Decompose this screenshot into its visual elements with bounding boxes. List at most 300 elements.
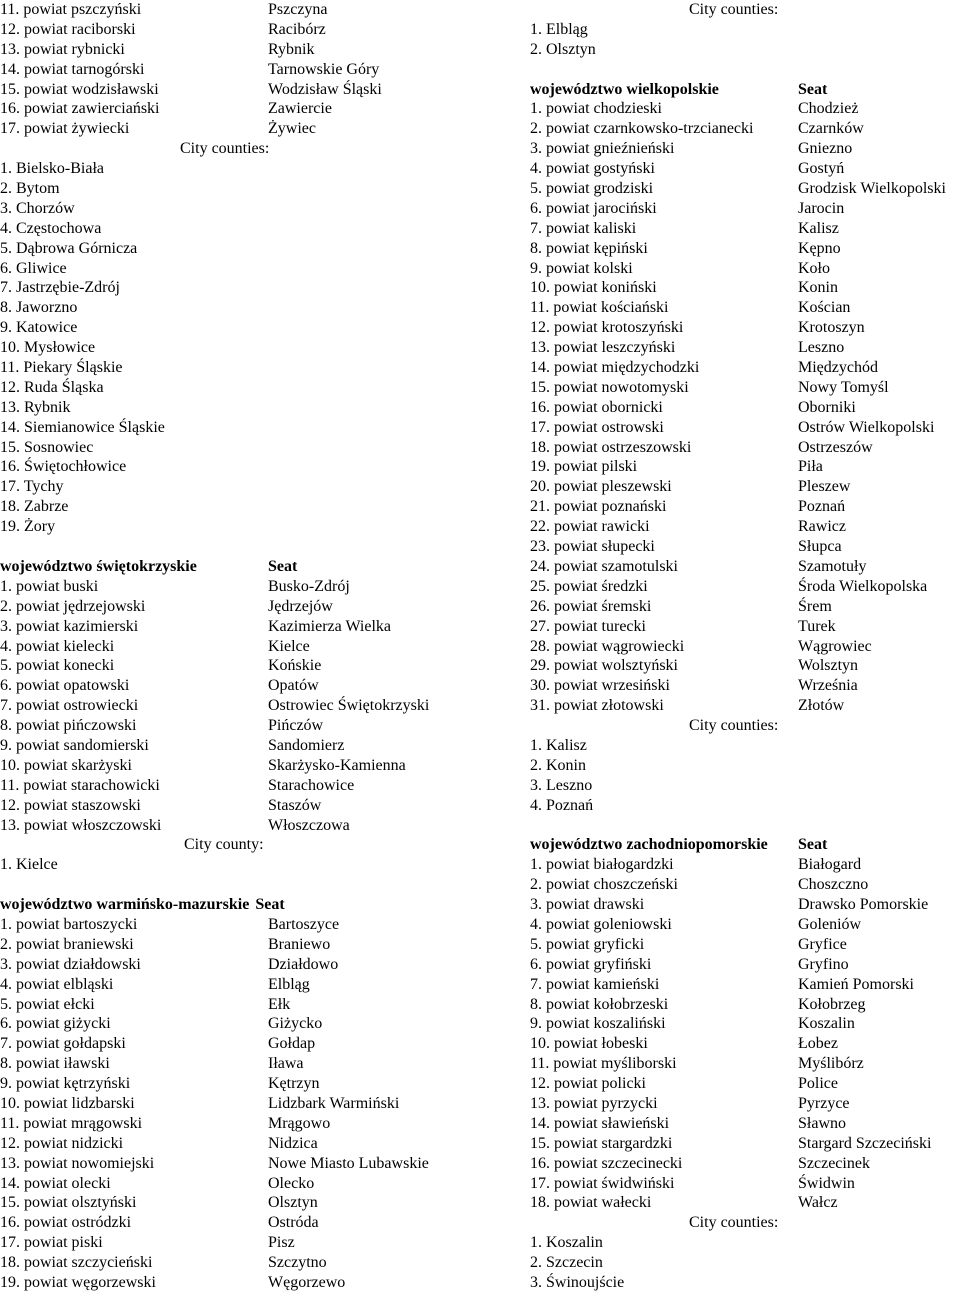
county-row bbox=[530, 577, 960, 597]
county-name: 5. powiat grodziski bbox=[530, 180, 654, 198]
county-name: 2. powiat jędrzejowski bbox=[0, 597, 146, 615]
county-name: 6. powiat giżycki bbox=[0, 1015, 111, 1033]
county-seat: Konin bbox=[798, 279, 838, 297]
county-seat: Poznań bbox=[798, 498, 846, 516]
county-seat: Pińczów bbox=[268, 717, 324, 735]
county-name: 18. powiat wałecki bbox=[530, 1194, 652, 1212]
county-name: 17. powiat ostrowski bbox=[530, 418, 664, 436]
county-row bbox=[530, 517, 960, 537]
city-county-item: 1. Kalisz bbox=[530, 736, 587, 754]
county-name: 7. powiat ostrowiecki bbox=[0, 697, 139, 715]
county-row bbox=[530, 676, 960, 696]
county-name: 24. powiat szamotulski bbox=[530, 557, 678, 575]
county-seat: Pisz bbox=[268, 1234, 295, 1252]
county-name: 17. powiat piski bbox=[0, 1234, 103, 1252]
zachodniopomorskie-city-list bbox=[530, 1233, 960, 1293]
county-row bbox=[530, 338, 960, 358]
county-seat: Środa Wielkopolska bbox=[798, 577, 928, 595]
county-row bbox=[530, 457, 960, 477]
county-row bbox=[530, 438, 960, 458]
county-seat: Łobez bbox=[798, 1035, 838, 1053]
county-name: 2. powiat choszczeński bbox=[530, 876, 678, 894]
city-county-item: 3. Świnoujście bbox=[530, 1274, 625, 1291]
swietokrzyskie-list bbox=[0, 577, 470, 836]
county-row bbox=[0, 975, 470, 995]
county-name: 1. powiat buski bbox=[0, 577, 99, 595]
county-seat: Goleniów bbox=[798, 915, 862, 933]
warminsko-city-list bbox=[530, 20, 960, 60]
county-row bbox=[0, 995, 470, 1015]
county-seat: Leszno bbox=[798, 339, 845, 357]
county-name: 13. powiat pyrzycki bbox=[530, 1094, 658, 1112]
county-name: 12. powiat nidzicki bbox=[0, 1134, 124, 1152]
county-name: 16. powiat zawierciański bbox=[0, 100, 160, 118]
county-row bbox=[530, 995, 960, 1015]
county-name: 13. powiat włoszczowski bbox=[0, 816, 162, 834]
county-row bbox=[0, 597, 470, 617]
county-seat: Nidzica bbox=[268, 1134, 318, 1152]
voivodeship-heading: województwo świętokrzyskie bbox=[0, 557, 197, 575]
seat-heading: Seat bbox=[798, 80, 828, 98]
county-row bbox=[530, 159, 960, 179]
county-row bbox=[530, 1074, 960, 1094]
right-column bbox=[530, 0, 960, 1293]
county-row bbox=[530, 656, 960, 676]
county-row bbox=[530, 597, 960, 617]
county-seat: Stargard Szczeciński bbox=[798, 1134, 932, 1152]
county-name: 5. powiat konecki bbox=[0, 657, 115, 675]
city-county-item: 6. Gliwice bbox=[0, 259, 67, 277]
county-seat: Międzychód bbox=[798, 359, 878, 377]
county-name: 2. powiat braniewski bbox=[0, 935, 134, 953]
city-county-item: 1. Bielsko-Biała bbox=[0, 160, 104, 178]
county-row bbox=[0, 736, 470, 756]
city-county-item: 18. Zabrze bbox=[0, 498, 69, 516]
city-county-item: 12. Ruda Śląska bbox=[0, 378, 104, 396]
county-seat: Rybnik bbox=[268, 40, 315, 58]
county-seat: Gryfice bbox=[798, 935, 847, 953]
city-county-item: 1. Elbląg bbox=[530, 20, 588, 38]
warminsko-list bbox=[0, 915, 470, 1293]
county-row bbox=[530, 239, 960, 259]
city-county-item: 15. Sosnowiec bbox=[0, 438, 94, 456]
county-name: 3. powiat kazimierski bbox=[0, 617, 139, 635]
county-row bbox=[530, 497, 960, 517]
county-row bbox=[530, 875, 960, 895]
city-county-item: 3. Chorzów bbox=[0, 199, 75, 217]
county-name: 7. powiat kamieński bbox=[530, 975, 660, 993]
county-name: 7. powiat gołdapski bbox=[0, 1035, 126, 1053]
county-seat: Świdwin bbox=[798, 1174, 855, 1192]
city-county-item: 16. Świętochłowice bbox=[0, 458, 127, 476]
county-seat: Starachowice bbox=[268, 776, 355, 794]
county-seat: Końskie bbox=[268, 657, 322, 675]
county-seat: Września bbox=[798, 677, 858, 695]
county-seat: Jędrzejów bbox=[268, 597, 333, 615]
county-seat: Ostróda bbox=[268, 1214, 319, 1232]
county-seat: Ostrzeszów bbox=[798, 438, 873, 456]
county-row bbox=[0, 716, 470, 736]
county-name: 8. powiat kępiński bbox=[530, 239, 648, 257]
county-seat: Rawicz bbox=[798, 518, 846, 536]
county-name: 15. powiat olsztyński bbox=[0, 1194, 137, 1212]
city-county-item: 3. Leszno bbox=[530, 776, 593, 794]
county-seat: Sandomierz bbox=[268, 736, 345, 754]
county-row bbox=[0, 1273, 470, 1293]
county-seat: Mrągowo bbox=[268, 1114, 331, 1132]
county-seat: Lidzbark Warmiński bbox=[268, 1094, 400, 1112]
county-row bbox=[530, 477, 960, 497]
county-seat: Kętrzyn bbox=[268, 1075, 320, 1093]
county-name: 13. powiat rybnicki bbox=[0, 40, 125, 58]
county-row bbox=[530, 318, 960, 338]
slaskie-city-list bbox=[0, 159, 470, 537]
city-county-item: 9. Katowice bbox=[0, 319, 78, 337]
county-row bbox=[530, 955, 960, 975]
county-name: 10. powiat łobeski bbox=[530, 1035, 648, 1053]
city-county-item: 2. Bytom bbox=[0, 180, 60, 198]
county-row bbox=[530, 139, 960, 159]
county-seat: Braniewo bbox=[268, 935, 331, 953]
city-county-item: 8. Jaworzno bbox=[0, 299, 78, 317]
county-seat: Złotów bbox=[798, 697, 845, 715]
county-seat: Węgorzewo bbox=[268, 1274, 346, 1291]
county-name: 2. powiat czarnkowsko-trzcianecki bbox=[530, 120, 754, 138]
county-seat: Gostyń bbox=[798, 160, 845, 178]
county-row bbox=[0, 676, 470, 696]
county-name: 10. powiat koniński bbox=[530, 279, 657, 297]
county-row bbox=[530, 199, 960, 219]
county-name: 5. powiat ełcki bbox=[0, 995, 95, 1013]
county-name: 26. powiat śremski bbox=[530, 597, 652, 615]
county-name: 5. powiat gryficki bbox=[530, 935, 645, 953]
county-name: 18. powiat ostrzeszowski bbox=[530, 438, 692, 456]
county-name: 18. powiat szczycieński bbox=[0, 1254, 153, 1272]
county-row bbox=[0, 656, 470, 676]
county-row bbox=[0, 617, 470, 637]
county-name: 19. powiat pilski bbox=[530, 458, 638, 476]
county-name: 16. powiat ostródzki bbox=[0, 1214, 132, 1232]
county-row bbox=[0, 1074, 470, 1094]
city-county-item: 10. Mysłowice bbox=[0, 339, 96, 357]
county-row bbox=[0, 1174, 470, 1194]
county-row bbox=[530, 259, 960, 279]
county-seat: Choszczno bbox=[798, 876, 869, 894]
county-name: 1. powiat bartoszycki bbox=[0, 915, 138, 933]
county-seat: Czarnków bbox=[798, 120, 864, 138]
county-row bbox=[0, 696, 470, 716]
county-seat: Wągrowiec bbox=[798, 637, 872, 655]
county-row bbox=[0, 637, 470, 657]
county-name: 6. powiat gryfiński bbox=[530, 955, 652, 973]
county-seat: Opatów bbox=[268, 677, 319, 695]
county-name: 16. powiat szczecinecki bbox=[530, 1154, 683, 1172]
slaskie-city-heading: City counties: bbox=[180, 140, 270, 158]
wielkopolskie-city-list bbox=[530, 736, 960, 816]
city-county-item: 11. Piekary Śląskie bbox=[0, 359, 123, 377]
county-name: 31. powiat złotowski bbox=[530, 697, 664, 715]
county-seat: Drawsko Pomorskie bbox=[798, 896, 929, 914]
county-name: 9. powiat kolski bbox=[530, 259, 633, 277]
county-row bbox=[0, 99, 470, 119]
county-row bbox=[530, 855, 960, 875]
county-seat: Słupca bbox=[798, 538, 842, 556]
county-row bbox=[0, 1233, 470, 1253]
zachodniopomorskie-city-heading: City counties: bbox=[689, 1214, 779, 1232]
county-row bbox=[0, 0, 470, 20]
county-seat: Jarocin bbox=[798, 199, 845, 217]
wielkopolskie-city-heading: City counties: bbox=[689, 717, 779, 735]
county-row bbox=[530, 637, 960, 657]
county-row bbox=[530, 1114, 960, 1134]
county-seat: Kołobrzeg bbox=[798, 995, 866, 1013]
county-name: 10. powiat skarżyski bbox=[0, 756, 132, 774]
county-seat: Ełk bbox=[268, 995, 291, 1013]
county-name: 17. powiat żywiecki bbox=[0, 120, 130, 138]
county-row bbox=[0, 1014, 470, 1034]
county-name: 10. powiat lidzbarski bbox=[0, 1094, 135, 1112]
city-county-item: 7. Jastrzębie-Zdrój bbox=[0, 279, 120, 297]
county-seat: Wodzisław Śląski bbox=[268, 80, 382, 98]
county-seat: Kazimierza Wielka bbox=[268, 617, 391, 635]
county-row bbox=[530, 617, 960, 637]
county-name: 16. powiat obornicki bbox=[530, 398, 663, 416]
county-seat: Nowe Miasto Lubawskie bbox=[268, 1154, 429, 1172]
county-row bbox=[530, 1034, 960, 1054]
county-row bbox=[0, 756, 470, 776]
county-seat: Gryfino bbox=[798, 955, 849, 973]
county-seat: Kamień Pomorski bbox=[798, 975, 914, 993]
zachodniopomorskie-list bbox=[530, 855, 960, 1213]
county-row bbox=[0, 60, 470, 80]
county-row bbox=[0, 1034, 470, 1054]
county-name: 8. powiat kołobrzeski bbox=[530, 995, 669, 1013]
city-county-item: 14. Siemianowice Śląskie bbox=[0, 418, 165, 436]
county-row bbox=[530, 537, 960, 557]
city-county-item: 2. Szczecin bbox=[530, 1254, 603, 1272]
county-seat: Ostrowiec Świętokrzyski bbox=[268, 697, 430, 715]
city-county-item: 19. Żory bbox=[0, 518, 56, 536]
county-row bbox=[530, 1154, 960, 1174]
county-row bbox=[0, 80, 470, 100]
wielkopolskie-list bbox=[530, 99, 960, 716]
voivodeship-heading: województwo warmińsko-mazurskie bbox=[0, 896, 250, 914]
county-name: 14. powiat międzychodzki bbox=[530, 359, 700, 377]
city-county-item: 17. Tychy bbox=[0, 478, 64, 496]
warminsko-heading-row bbox=[0, 895, 470, 915]
county-name: 11. powiat pszczyński bbox=[0, 1, 142, 18]
city-county-item: 4. Częstochowa bbox=[0, 219, 102, 237]
county-seat: Myślibórz bbox=[798, 1055, 864, 1073]
county-seat: Sławno bbox=[798, 1114, 846, 1132]
city-county-item: 13. Rybnik bbox=[0, 398, 71, 416]
county-name: 11. powiat kościański bbox=[530, 299, 669, 317]
county-row bbox=[530, 378, 960, 398]
city-county-item: 1. Kielce bbox=[0, 856, 58, 874]
city-county-item: 2. Olsztyn bbox=[530, 40, 596, 58]
city-county-item: 4. Poznań bbox=[530, 796, 594, 814]
swietokrzyskie-city-list bbox=[0, 855, 470, 875]
county-seat: Gniezno bbox=[798, 140, 853, 158]
county-name: 30. powiat wrzesiński bbox=[530, 677, 670, 695]
county-name: 27. powiat turecki bbox=[530, 617, 646, 635]
county-name: 19. powiat węgorzewski bbox=[0, 1274, 156, 1291]
county-row bbox=[0, 955, 470, 975]
seat-heading: Seat bbox=[255, 896, 285, 914]
county-seat: Tarnowskie Góry bbox=[268, 60, 380, 78]
county-row bbox=[0, 577, 470, 597]
county-seat: Pleszew bbox=[798, 478, 851, 496]
county-name: 12. powiat staszowski bbox=[0, 796, 141, 814]
slaskie-rest-list bbox=[0, 0, 470, 139]
county-name: 12. powiat krotoszyński bbox=[530, 319, 684, 337]
county-seat: Koszalin bbox=[798, 1015, 855, 1033]
county-row bbox=[530, 418, 960, 438]
county-seat: Chodzież bbox=[798, 100, 859, 118]
county-row bbox=[0, 1134, 470, 1154]
county-name: 14. powiat sławieński bbox=[530, 1114, 670, 1132]
county-row bbox=[530, 557, 960, 577]
left-column bbox=[0, 0, 470, 1293]
county-seat: Grodzisk Wielkopolski bbox=[798, 180, 946, 198]
county-name: 29. powiat wolsztyński bbox=[530, 657, 678, 675]
county-name: 22. powiat rawicki bbox=[530, 518, 650, 536]
county-row bbox=[530, 1094, 960, 1114]
city-county-item: 5. Dąbrowa Górnicza bbox=[0, 239, 138, 257]
county-row bbox=[530, 358, 960, 378]
county-row bbox=[530, 278, 960, 298]
county-name: 14. powiat olecki bbox=[0, 1174, 111, 1192]
county-seat: Busko-Zdrój bbox=[268, 577, 350, 595]
county-seat: Kalisz bbox=[798, 219, 839, 237]
county-name: 4. powiat kielecki bbox=[0, 637, 115, 655]
county-name: 13. powiat nowomiejski bbox=[0, 1154, 155, 1172]
seat-heading: Seat bbox=[268, 557, 298, 575]
county-seat: Giżycko bbox=[268, 1015, 323, 1033]
county-row bbox=[0, 816, 470, 836]
county-row bbox=[0, 1094, 470, 1114]
county-row bbox=[530, 298, 960, 318]
county-seat: Koło bbox=[798, 259, 830, 277]
county-seat: Zawiercie bbox=[268, 100, 332, 118]
county-seat: Wałcz bbox=[798, 1194, 838, 1212]
county-seat: Oborniki bbox=[798, 398, 856, 416]
county-name: 6. powiat jarociński bbox=[530, 199, 657, 217]
county-seat: Police bbox=[798, 1075, 838, 1093]
county-name: 9. powiat kętrzyński bbox=[0, 1075, 131, 1093]
county-row bbox=[530, 935, 960, 955]
county-name: 13. powiat leszczyński bbox=[530, 339, 676, 357]
county-seat: Pszczyna bbox=[268, 1, 328, 18]
county-row bbox=[530, 975, 960, 995]
county-row bbox=[530, 219, 960, 239]
county-row bbox=[530, 696, 960, 716]
county-row bbox=[0, 1054, 470, 1074]
county-row bbox=[0, 915, 470, 935]
county-seat: Śrem bbox=[798, 597, 832, 615]
county-row bbox=[530, 1174, 960, 1194]
county-seat: Działdowo bbox=[268, 955, 339, 973]
county-row bbox=[0, 1114, 470, 1134]
county-name: 9. powiat sandomierski bbox=[0, 736, 149, 754]
city-county-item: 1. Koszalin bbox=[530, 1234, 603, 1252]
county-row bbox=[0, 935, 470, 955]
county-seat: Olsztyn bbox=[268, 1194, 318, 1212]
county-row bbox=[530, 1014, 960, 1034]
county-seat: Kępno bbox=[798, 239, 841, 257]
county-name: 14. powiat tarnogórski bbox=[0, 60, 145, 78]
county-seat: Racibórz bbox=[268, 20, 326, 38]
county-name: 3. powiat drawski bbox=[530, 896, 645, 914]
county-row bbox=[0, 1253, 470, 1273]
county-row bbox=[0, 796, 470, 816]
county-row bbox=[530, 398, 960, 418]
county-name: 8. powiat pińczowski bbox=[0, 717, 137, 735]
county-name: 1. powiat chodzieski bbox=[530, 100, 662, 118]
county-name: 15. powiat nowotomyski bbox=[530, 378, 689, 396]
county-name: 21. powiat poznański bbox=[530, 498, 667, 516]
county-name: 20. powiat pleszewski bbox=[530, 478, 672, 496]
county-name: 15. powiat stargardzki bbox=[530, 1134, 673, 1152]
county-name: 11. powiat mrągowski bbox=[0, 1114, 143, 1132]
swietokrzyskie-city-heading: City county: bbox=[184, 836, 264, 854]
county-seat: Pyrzyce bbox=[798, 1094, 850, 1112]
county-seat: Kielce bbox=[268, 637, 310, 655]
county-seat: Krotoszyn bbox=[798, 319, 865, 337]
county-seat: Piła bbox=[798, 458, 823, 476]
county-name: 4. powiat elbląski bbox=[0, 975, 114, 993]
county-seat: Nowy Tomyśl bbox=[798, 378, 889, 396]
county-name: 3. powiat działdowski bbox=[0, 955, 141, 973]
county-row bbox=[0, 1154, 470, 1174]
county-seat: Włoszczowa bbox=[268, 816, 350, 834]
county-row bbox=[530, 179, 960, 199]
county-name: 3. powiat gnieźnieński bbox=[530, 140, 675, 158]
county-name: 17. powiat świdwiński bbox=[530, 1174, 675, 1192]
county-row bbox=[530, 1134, 960, 1154]
county-seat: Gołdap bbox=[268, 1035, 316, 1053]
county-name: 23. powiat słupecki bbox=[530, 538, 655, 556]
county-row bbox=[0, 119, 470, 139]
county-name: 4. powiat goleniowski bbox=[530, 915, 672, 933]
city-county-item: 2. Konin bbox=[530, 756, 586, 774]
county-seat: Szczytno bbox=[268, 1254, 327, 1272]
county-row bbox=[530, 1193, 960, 1213]
county-row bbox=[0, 776, 470, 796]
county-name: 7. powiat kaliski bbox=[530, 219, 637, 237]
county-name: 11. powiat starachowicki bbox=[0, 776, 160, 794]
county-seat: Żywiec bbox=[268, 120, 316, 138]
county-row bbox=[0, 1193, 470, 1213]
county-name: 15. powiat wodzisławski bbox=[0, 80, 159, 98]
county-seat: Elbląg bbox=[268, 975, 310, 993]
wielkopolskie-heading-row bbox=[530, 80, 960, 100]
county-name: 11. powiat myśliborski bbox=[530, 1055, 677, 1073]
county-seat: Szamotuły bbox=[798, 557, 867, 575]
county-name: 12. powiat policki bbox=[530, 1075, 646, 1093]
county-seat: Szczecinek bbox=[798, 1154, 870, 1172]
county-seat: Staszów bbox=[268, 796, 322, 814]
county-row bbox=[530, 99, 960, 119]
county-name: 12. powiat raciborski bbox=[0, 20, 136, 38]
zachodniopomorskie-heading-row bbox=[530, 835, 960, 855]
county-seat: Turek bbox=[798, 617, 836, 635]
voivodeship-heading: województwo zachodniopomorskie bbox=[530, 836, 768, 854]
county-row bbox=[0, 1213, 470, 1233]
county-name: 9. powiat koszaliński bbox=[530, 1015, 666, 1033]
county-seat: Skarżysko-Kamienna bbox=[268, 756, 406, 774]
county-name: 1. powiat białogardzki bbox=[530, 856, 674, 874]
